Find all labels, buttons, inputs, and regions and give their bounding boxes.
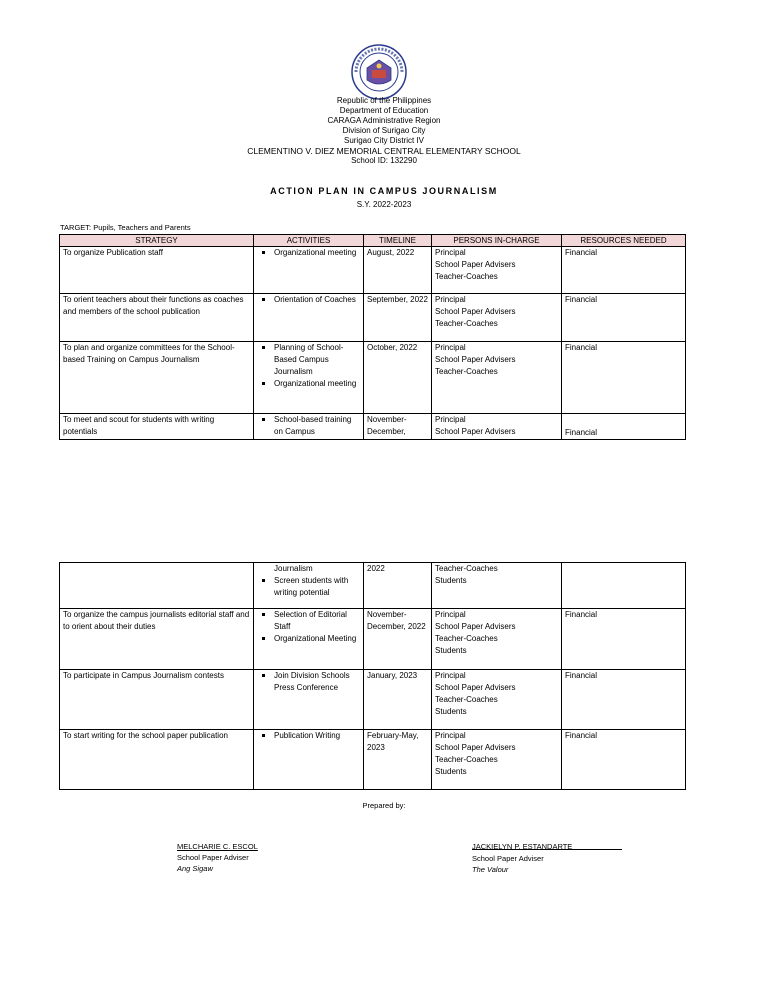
activities-cell <box>254 294 364 342</box>
signatory-1 <box>177 841 258 874</box>
person-line: Students <box>435 707 467 716</box>
table-row <box>60 414 686 440</box>
prepared-by-label: Prepared by: <box>362 801 406 810</box>
person-line: School Paper Advisers <box>435 260 516 269</box>
activity-item: Selection of Editorial Staff <box>274 609 360 633</box>
activity-continued: Journalism <box>274 564 313 573</box>
person-line: School Paper Advisers <box>435 622 516 631</box>
signature-underline <box>472 849 622 850</box>
signatory-paper: Ang Sigaw <box>177 864 213 873</box>
table-row <box>60 609 686 670</box>
activity-item: Organizational meeting <box>274 378 360 390</box>
activity-item: School-based training on Campus <box>274 414 360 438</box>
resources-cell <box>562 414 686 440</box>
person-line: Teacher-Coaches <box>435 755 498 764</box>
activities-cell <box>254 247 364 294</box>
table-row <box>60 730 686 790</box>
signatory-name: JACKIELYN P. ESTANDARTE <box>472 842 573 851</box>
activity-item: Orientation of Coaches <box>274 294 360 306</box>
header-line: School ID: 132290 <box>351 156 417 165</box>
persons-cell <box>432 342 562 414</box>
column-header: TIMELINE <box>364 235 432 247</box>
persons-cell <box>432 609 562 670</box>
strategy-line: To start writing for the school paper publication <box>63 731 228 740</box>
signatory-role: School Paper Adviser <box>472 854 544 863</box>
activities-cell <box>254 670 364 730</box>
resources-cell: Financial <box>562 247 686 294</box>
person-line: Principal <box>435 731 466 740</box>
table-row-continued <box>60 563 686 609</box>
table-header-row <box>60 235 686 247</box>
strategy-line: to orient about their duties <box>63 622 156 631</box>
strategy-cell: To organize Publication staff <box>60 247 254 294</box>
timeline-cell: 2022 <box>364 563 432 609</box>
table-row <box>60 294 686 342</box>
header-line: CARAGA Administrative Region <box>327 116 441 125</box>
persons-cell <box>432 670 562 730</box>
persons-cell <box>432 247 562 294</box>
strategy-cell <box>60 563 254 609</box>
strategy-cell <box>60 670 254 730</box>
resources-cell: Financial <box>562 730 686 790</box>
person-line: School Paper Advisers <box>435 307 516 316</box>
header-line: Surigao City District IV <box>343 136 425 145</box>
header-line: CLEMENTINO V. DIEZ MEMORIAL CENTRAL ELEMENTARY SCHOOL <box>247 146 521 156</box>
target-label: TARGET: Pupils, Teachers and Parents <box>60 223 191 232</box>
timeline-cell: November-December, <box>364 414 432 440</box>
signatory-paper: The Valour <box>472 865 509 874</box>
activities-cell <box>254 609 364 670</box>
person-line: Principal <box>435 671 466 680</box>
activity-item: Organizational meeting <box>274 247 360 259</box>
strategy-cell <box>60 609 254 670</box>
person-line: Principal <box>435 610 466 619</box>
person-line: Principal <box>435 343 466 352</box>
person-line: Students <box>435 767 467 776</box>
person-line: Students <box>435 646 467 655</box>
activities-cell <box>254 563 364 609</box>
column-header: RESOURCES NEEDED <box>562 235 686 247</box>
timeline-cell: September, 2022 <box>364 294 432 342</box>
table-row <box>60 670 686 730</box>
person-line: School Paper Advisers <box>435 355 516 364</box>
strategy-line: To organize the campus journalists editorial staff and <box>63 610 250 619</box>
signatory-name: MELCHARIE C. ESCOL <box>177 842 258 851</box>
activity-item: Organizational Meeting <box>274 633 360 645</box>
person-line: School Paper Advisers <box>435 683 516 692</box>
resources-cell: Financial <box>562 609 686 670</box>
column-header: ACTIVITIES <box>254 235 364 247</box>
document-title: ACTION PLAN IN CAMPUS JOURNALISM <box>270 186 498 196</box>
person-line: Teacher-Coaches <box>435 272 498 281</box>
person-line: Teacher-Coaches <box>435 695 498 704</box>
persons-cell <box>432 294 562 342</box>
strategy-cell: To orient teachers about their functions as coaches and members of the school publication <box>60 294 254 342</box>
action-plan-table-page2 <box>59 562 686 790</box>
column-header: PERSONS IN-CHARGE <box>432 235 562 247</box>
resources-value: Financial <box>565 428 598 437</box>
person-line: Principal <box>435 295 466 304</box>
person-line: School Paper Advisers <box>435 743 516 752</box>
timeline-cell: October, 2022 <box>364 342 432 414</box>
activity-item: Join Division Schools Press Conference <box>274 670 360 694</box>
strategy-line: To participate in Campus Journalism contests <box>63 671 224 680</box>
timeline-cell: November-December, 2022 <box>364 609 432 670</box>
activity-item: Planning of School-Based Campus Journalism <box>274 342 360 378</box>
timeline-cell: August, 2022 <box>364 247 432 294</box>
activities-cell <box>254 414 364 440</box>
strategy-cell: To plan and organize committees for the School-based Training on Campus Journalism <box>60 342 254 414</box>
person-line: Teacher-Coaches <box>435 319 498 328</box>
strategy-cell <box>60 730 254 790</box>
resources-cell <box>562 563 686 609</box>
person-line: Teacher-Coaches <box>435 634 498 643</box>
action-plan-table-page1 <box>59 234 686 440</box>
person-line: Principal <box>435 248 466 257</box>
person-line: Teacher-Coaches <box>435 564 498 573</box>
column-header: STRATEGY <box>60 235 254 247</box>
activities-cell <box>254 730 364 790</box>
resources-cell: Financial <box>562 670 686 730</box>
timeline-cell: January, 2023 <box>364 670 432 730</box>
timeline-cell: February-May, 2023 <box>364 730 432 790</box>
table-row <box>60 247 686 294</box>
table-row <box>60 342 686 414</box>
person-line: Teacher-Coaches <box>435 367 498 376</box>
strategy-cell: To meet and scout for students with writing potentials <box>60 414 254 440</box>
signatory-role: School Paper Adviser <box>177 853 249 862</box>
person-line: School Paper Advisers <box>435 427 516 436</box>
header-line: Republic of the Philippines <box>336 96 432 105</box>
header-line: Division of Surigao City <box>342 126 426 135</box>
person-line: Students <box>435 576 467 585</box>
persons-cell <box>432 730 562 790</box>
persons-cell <box>432 414 562 440</box>
header-line: Department of Education <box>339 106 429 115</box>
person-line: Principal <box>435 415 466 424</box>
resources-cell: Financial <box>562 342 686 414</box>
signatory-2 <box>472 841 572 875</box>
school-year: S.Y. 2022-2023 <box>356 200 412 209</box>
school-header <box>0 96 768 166</box>
persons-cell <box>432 563 562 609</box>
deped-seal-logo <box>351 44 407 100</box>
activities-cell <box>254 342 364 414</box>
activity-item: Publication Writing <box>274 730 360 742</box>
resources-cell: Financial <box>562 294 686 342</box>
activity-item: Screen students with writing potential <box>274 575 360 599</box>
